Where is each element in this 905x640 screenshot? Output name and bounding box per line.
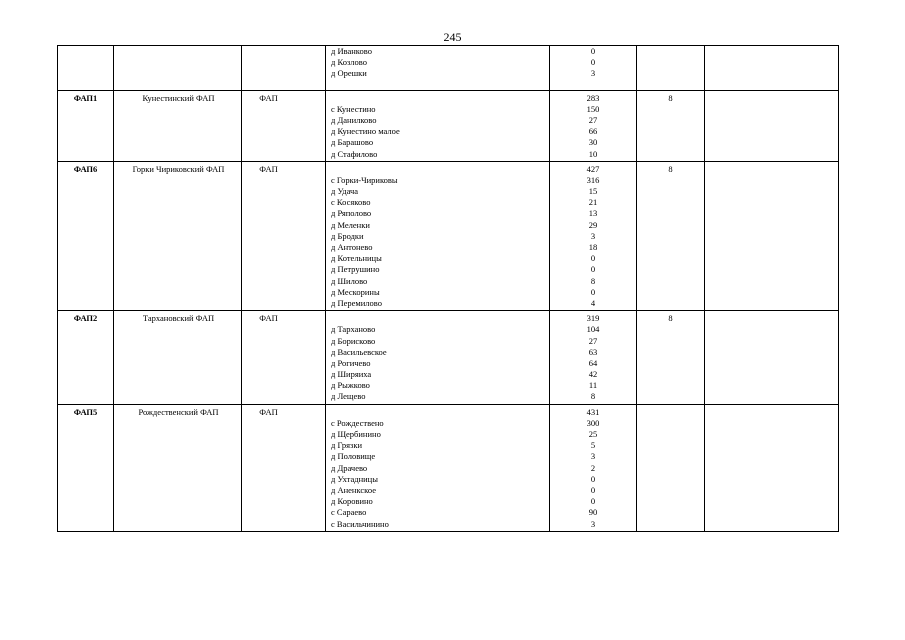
cell-code [58,46,114,91]
village-population: 30 [588,137,598,148]
cell-staff [637,161,705,310]
village-population: 3 [590,518,596,529]
village-population: 11 [588,380,598,391]
cell-name [114,46,242,91]
cell-villages [326,404,550,531]
cell-name [114,404,242,531]
village-population: 64 [588,357,598,368]
village-name: с Горки-Чириковы [331,174,398,185]
cell-villages [326,90,550,161]
village-name: д Аненкское [331,484,376,495]
village-name: д Коровино [331,496,373,507]
fap-type: ФАП [259,163,278,174]
village-population: 29 [588,219,598,230]
cell-staff [637,404,705,531]
spacer [331,313,549,324]
village-population: 3 [590,230,596,241]
village-population: 66 [588,126,598,137]
village-name: д Половище [331,451,376,462]
village-name: д Антонево [331,242,373,252]
village-population: 2 [590,462,596,473]
village-name: д Рогичево [331,357,371,368]
cell-villages [326,161,550,310]
village-population: 10 [588,148,598,159]
fap-staff-count: 8 [668,163,673,174]
cell-name [114,161,242,310]
village-name: д Данилково [331,114,377,125]
village-population: 27 [588,114,598,125]
table-row [58,90,839,161]
cell-type [242,311,326,405]
cell-name [114,311,242,405]
village-population: 3 [590,451,596,462]
village-name: д Бродки [331,230,364,241]
cell-code [58,311,114,405]
village-population: 4 [590,297,596,308]
village-name: с Косяково [331,197,371,208]
cell-type [242,404,326,531]
table-row [58,311,839,405]
village-population: 0 [590,286,596,297]
spacer [331,93,549,104]
village-name: д Ряполово [331,208,372,219]
cell-staff [637,90,705,161]
village-population: 0 [590,264,596,275]
cell-type [242,90,326,161]
table-row [58,404,839,531]
village-name: с Сараево [331,507,367,518]
village-population: 3 [590,68,596,79]
cell-population [550,404,637,531]
village-population: 63 [588,346,598,357]
village-name: д Кунестино малое [331,126,400,137]
village-population: 13 [588,208,598,219]
cell-name [114,90,242,161]
village-population: 150 [586,103,600,114]
spacer [331,164,549,175]
village-name: с Рождествено [331,417,384,428]
village-name: д Драчево [331,462,368,473]
fap-name: Тархановский ФАП [142,313,215,324]
village-name: д Петрушино [331,264,380,275]
cell-type [242,161,326,310]
fap-name: Горки Чириковский ФАП [132,163,225,174]
village-population: 0 [590,253,596,264]
village-name: д Рыжково [331,380,370,391]
cell-population [550,90,637,161]
fap-code: ФАП6 [73,163,98,174]
village-population: 0 [590,57,596,68]
village-population: 18 [588,242,598,252]
village-name: д Грязки [331,440,363,451]
cell-staff [637,46,705,91]
village-name: д Козлово [331,57,368,68]
cell-population [550,46,637,91]
table-row-continuation [58,46,839,91]
village-population: 90 [588,507,598,518]
village-name: д Иванково [331,46,372,56]
spacer [331,407,549,418]
village-population: 104 [586,324,600,335]
village-name: д Котельницы [331,253,382,264]
village-name: д Меленки [331,219,370,230]
village-population: 8 [590,275,596,286]
fap-total-population: 319 [586,313,600,324]
cell-notes [705,161,839,310]
cell-population [550,311,637,405]
cell-staff [637,311,705,405]
fap-name: Рождественский ФАП [138,406,219,417]
fap-code: ФАП1 [73,92,98,103]
village-population: 0 [590,473,596,484]
village-name: д Щербинино [331,429,381,439]
cell-type [242,46,326,91]
cell-population [550,161,637,310]
fap-name: Кунестинский ФАП [142,92,215,103]
village-population: 25 [588,429,598,439]
village-population: 15 [588,186,598,197]
cell-notes [705,46,839,91]
fap-total-population: 427 [586,163,600,174]
village-name: д Васильевское [331,346,387,357]
village-population: 21 [588,197,598,208]
village-population: 0 [590,484,596,495]
village-name: д Мескорины [331,286,380,297]
village-population: 0 [590,496,596,507]
village-name: д Перемилово [331,297,383,308]
cell-code [58,161,114,310]
fap-code: ФАП2 [73,313,98,324]
fap-staff-count: 8 [668,313,673,324]
village-name: д Ширяиха [331,369,372,380]
fap-total-population: 283 [586,92,600,103]
village-population: 27 [588,335,598,346]
cell-notes [705,311,839,405]
village-name: д Шилово [331,275,368,286]
village-name: д Ухтадницы [331,473,378,484]
village-name: д Стафилово [331,148,378,159]
village-name: д Удача [331,186,359,197]
village-name: д Орешки [331,68,367,79]
village-name: с Кунестино [331,103,376,114]
village-population: 5 [590,440,596,451]
table-row [58,161,839,310]
village-name: д Лещево [331,391,366,402]
cell-villages [326,46,550,91]
cell-villages [326,311,550,405]
cell-code [58,404,114,531]
village-population: 0 [590,46,596,56]
cell-notes [705,90,839,161]
fap-type: ФАП [259,406,278,417]
village-population: 8 [590,391,596,402]
village-population: 300 [586,417,600,428]
fap-type: ФАП [259,313,278,324]
fap-table [57,45,839,532]
fap-staff-count: 8 [668,92,673,103]
village-name: д Борисково [331,335,376,346]
village-population: 42 [588,369,598,380]
village-name: с Васильчинино [331,518,389,529]
fap-total-population: 431 [586,406,600,417]
village-name: д Тарханово [331,324,376,335]
village-name: д Барашово [331,137,374,148]
village-population: 316 [586,174,600,185]
fap-code: ФАП5 [73,406,98,417]
page-number: 245 [443,30,462,44]
cell-code [58,90,114,161]
cell-notes [705,404,839,531]
fap-type: ФАП [259,92,278,103]
